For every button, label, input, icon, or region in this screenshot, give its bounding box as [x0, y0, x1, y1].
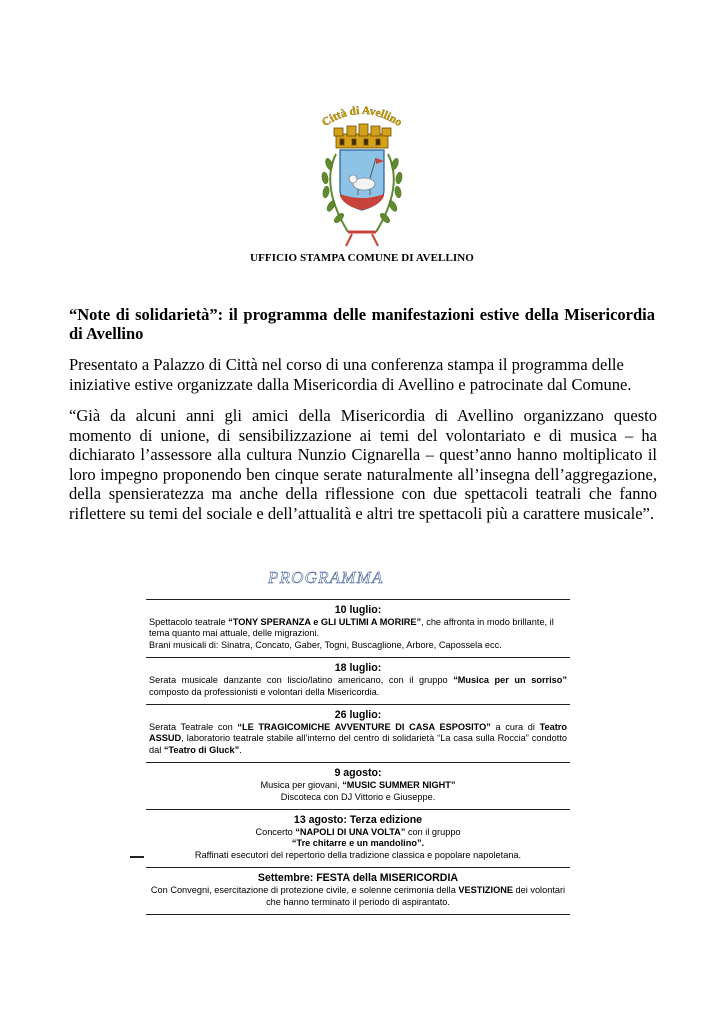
event-date: 13 agosto: Terza edizione [293, 814, 423, 827]
event-date: 10 luglio: [334, 604, 382, 616]
event-date: 18 luglio: [334, 662, 382, 675]
program-bottom-rule [146, 914, 570, 915]
event-18-luglio [146, 657, 570, 704]
event-description: Concerto “NAPOLI DI UNA VOLTA” con il gruppo [255, 827, 461, 838]
logo-lettering: Città di Avellino [320, 104, 404, 130]
margin-dash [130, 856, 144, 858]
program-table [146, 599, 570, 915]
article-quote: “Già da alcuni anni gli amici della Misericordia di Avellino organizzano questo momento di unione, di sensibilizzazione ai temi del volontariato e di musica – ha dichiarato l’assessore alla cultura Nunzio Cignarella – quest’anno hanno moltiplicato il loro impegno proponendo ben cinque serate naturalmente all’insegna dell’aggregazione, della spensieratezza ma anche della riflessione con due spettacoli teatrali che fanno riflettere su temi del sociale e dell’attualità e altri tre spettacoli più a carattere musicale”. [69, 406, 657, 523]
event-description: Spettacolo teatrale “TONY SPERANZA e GLI ULTIMI A MORIRE”, che affronta in modo brillante, il tema quanto mai attuale, delle migrazioni. [149, 617, 554, 639]
event-group: “Tre chitarre e un mandolino”. [291, 838, 425, 849]
city-coat-of-arms [312, 104, 412, 250]
event-description: Con Convegni, esercitazione di protezione civile, e solenne cerimonia della VESTIZIONE dei volontari che hanno terminato il periodo di aspirantato. [150, 885, 566, 907]
event-detail: Raffinati esecutori del repertorio della tradizione classica e popolare napoletana. [194, 849, 522, 860]
event-music-list: Brani musicali di: Sinatra, Concato, Gaber, Togni, Buscaglione, Arbore, Capossela ecc. [149, 639, 502, 650]
coat-of-arms-icon [312, 104, 412, 250]
event-description: Serata Teatrale con “LE TRAGICOMICHE AVVENTURE DI CASA ESPOSITO” a cura di Teatro ASSUD, laboratorio teatrale stabile all’interno del centro di solidarietà “La casa sulla Roccia” condotto dal “Teatro di Gluck”. [149, 722, 567, 755]
event-9-agosto [146, 762, 570, 809]
program-title: PROGRAMMA [268, 568, 384, 587]
mural-crown [334, 124, 391, 148]
event-10-luglio [146, 599, 570, 657]
event-settembre [146, 867, 570, 914]
event-13-agosto [146, 809, 570, 867]
event-date: Settembre: FESTA della MISERICORDIA [257, 872, 459, 885]
event-detail: Discoteca con DJ Vittorio e Giuseppe. [280, 791, 436, 802]
event-date: 26 luglio: [334, 709, 382, 722]
event-description: Serata musicale danzante con liscio/latino americano, con il gruppo “Musica per un sorriso” composto da professionisti e volontari della Misericordia. [149, 675, 567, 697]
event-description: Musica per giovani, “MUSIC SUMMER NIGHT” [260, 780, 456, 791]
event-26-luglio [146, 704, 570, 762]
article-title: “Note di solidarietà”: il programma delle manifestazioni estive della Misericordia di Avellino [69, 305, 655, 343]
office-label: UFFICIO STAMPA COMUNE DI AVELLINO [250, 252, 474, 264]
article-lead: Presentato a Palazzo di Città nel corso di una conferenza stampa il programma delle iniziative estive organizzate dalla Misericordia di Avellino e patrocinate dal Comune. [69, 355, 632, 394]
event-date: 9 agosto: [334, 767, 382, 780]
